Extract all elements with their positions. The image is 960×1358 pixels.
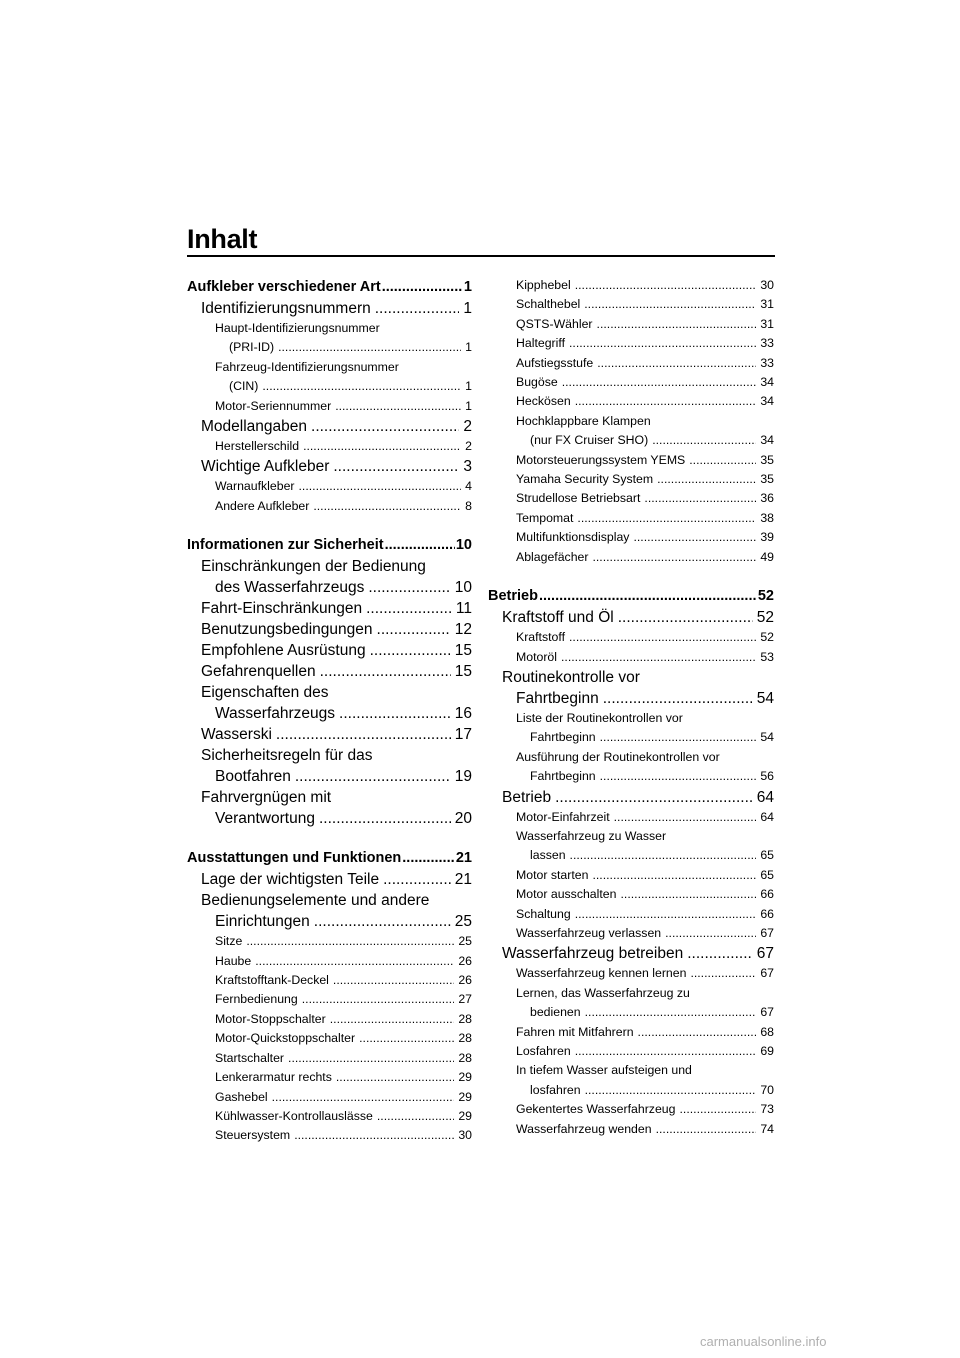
toc-entry-title: Einschränkungen der Bedienung (201, 558, 426, 576)
dot-leader (603, 688, 753, 709)
toc-page-number: 74 (760, 1121, 774, 1136)
toc-page-number: 52 (760, 630, 774, 645)
dot-leader (313, 497, 461, 516)
toc-page-number: 4 (465, 479, 472, 494)
toc-entry-title-continued: des Wasserfahrzeugs (215, 579, 365, 597)
toc-entry-title: Modellangaben (201, 418, 308, 436)
toc-page-number: 15 (454, 642, 472, 660)
toc-page-number: 30 (760, 278, 774, 292)
toc-entry-title: Schaltung (516, 906, 571, 921)
dot-leader (272, 1088, 455, 1107)
toc-entry-title: Kraftstofftank-Deckel (215, 973, 329, 988)
dot-leader (585, 1003, 757, 1022)
toc-entry[interactable] (187, 1010, 472, 1029)
toc-page-number: 65 (760, 867, 774, 882)
toc-page-number: 30 (458, 1128, 472, 1143)
toc-entry[interactable] (488, 1023, 774, 1042)
toc-entry[interactable] (488, 509, 774, 528)
toc-entry-title: Andere Aufkleber (215, 498, 310, 513)
toc-entry[interactable] (187, 1049, 472, 1068)
toc-entry[interactable] (187, 497, 472, 516)
toc-page-number: 27 (458, 992, 472, 1007)
toc-entry[interactable] (488, 489, 774, 508)
toc-entry[interactable] (187, 869, 472, 890)
toc-entry-title: Sitze (215, 934, 243, 949)
toc-entry-title: Bugöse (516, 375, 558, 390)
dot-leader (382, 276, 463, 298)
toc-entry[interactable] (187, 1126, 472, 1145)
toc-page-number: 73 (760, 1102, 774, 1117)
toc-page-number: 31 (760, 297, 774, 312)
toc-page-number: 26 (458, 953, 472, 968)
toc-page-number: 67 (760, 1005, 774, 1020)
toc-entry-title: Wasserfahrzeug betreiben (502, 945, 684, 963)
toc-page-number: 1 (463, 300, 472, 317)
toc-page-number: 2 (463, 418, 472, 436)
toc-entry[interactable] (187, 661, 472, 682)
toc-entry[interactable] (488, 667, 774, 709)
dot-leader (585, 1081, 757, 1100)
dot-leader (561, 648, 756, 667)
dot-leader (319, 808, 451, 829)
dot-leader (575, 905, 757, 924)
toc-entry-title: Lernen, das Wasserfahrzeug zu (516, 985, 690, 1000)
toc-page-number: 54 (760, 730, 774, 745)
dot-leader (569, 628, 756, 647)
toc-entry[interactable] (488, 373, 774, 392)
toc-entry-title: Lage der wichtigsten Teile (201, 871, 380, 889)
toc-entry[interactable] (488, 276, 774, 295)
toc-entry[interactable] (187, 890, 472, 932)
toc-entry[interactable] (187, 416, 472, 437)
dot-leader (299, 477, 462, 496)
toc-page-number: 15 (454, 663, 472, 681)
dot-leader (569, 334, 756, 353)
toc-entry-title: Motor-Einfahrzeit (516, 809, 610, 824)
toc-entry-title: Eigenschaften des (201, 684, 329, 702)
toc-entry-title: Startschalter (215, 1050, 285, 1065)
dot-leader (592, 866, 756, 885)
toc-entry[interactable] (187, 724, 472, 745)
dot-leader (246, 932, 454, 951)
toc-page-number: 29 (458, 1070, 472, 1085)
toc-entry-title: Motor starten (516, 867, 589, 882)
toc-entry[interactable] (187, 534, 472, 556)
toc-page-number: 11 (455, 600, 472, 618)
dot-leader (614, 808, 757, 827)
toc-entry[interactable] (488, 905, 774, 924)
dot-leader (303, 437, 461, 456)
toc-entry[interactable] (187, 682, 472, 724)
dot-leader (366, 598, 452, 619)
page-title: Inhalt (187, 224, 258, 254)
toc-entry[interactable] (488, 392, 774, 411)
dot-leader (644, 489, 756, 508)
dot-leader (335, 397, 461, 416)
toc-entry-title: Fahrvergnügen mit (201, 789, 332, 807)
toc-page-number: 35 (760, 472, 774, 487)
toc-entry-title-continued: Wasserfahrzeugs (215, 705, 336, 723)
toc-entry[interactable] (187, 971, 472, 990)
dot-leader (333, 456, 459, 477)
toc-entry-title: Gashebel (215, 1089, 268, 1104)
toc-page-number: 66 (760, 887, 774, 902)
toc-page-number: 52 (757, 588, 774, 605)
dot-leader (575, 276, 757, 295)
dot-leader (314, 911, 451, 932)
dot-leader (577, 509, 756, 528)
toc-entry[interactable] (187, 932, 472, 951)
toc-page-number: 1 (463, 279, 472, 295)
toc-entry[interactable] (488, 1061, 774, 1100)
toc-page-number: 35 (760, 452, 774, 467)
toc-page-number: 26 (458, 973, 472, 988)
dot-leader (330, 1010, 455, 1029)
toc-entry-title: Wichtige Aufkleber (201, 458, 330, 476)
toc-entry[interactable] (488, 648, 774, 667)
toc-entry[interactable] (488, 1100, 774, 1119)
toc-entry[interactable] (488, 334, 774, 353)
dot-leader (592, 548, 756, 567)
toc-entry-title: Wasserfahrzeug kennen lernen (516, 966, 687, 981)
toc-entry[interactable] (488, 1042, 774, 1061)
toc-entry-title: Kraftstoff (516, 630, 565, 645)
toc-entry[interactable] (187, 1068, 472, 1087)
toc-page-number: 34 (760, 433, 774, 448)
dot-leader (359, 1029, 454, 1048)
toc-entry-title: Routinekontrolle vor (502, 668, 640, 686)
toc-entry[interactable] (488, 866, 774, 885)
toc-entry[interactable] (187, 319, 472, 358)
dot-leader (276, 724, 451, 745)
toc-entry[interactable] (488, 748, 774, 787)
toc-entry[interactable] (187, 745, 472, 787)
toc-entry-title: Gekentertes Wasserfahrzeug (516, 1102, 676, 1117)
dot-leader (690, 964, 756, 983)
toc-entry[interactable] (187, 990, 472, 1009)
dot-leader (633, 528, 756, 547)
dot-leader (575, 392, 757, 411)
toc-entry-title-continued: Fahrtbeginn (530, 730, 596, 745)
toc-entry-title-continued: Einrichtungen (215, 913, 310, 931)
toc-entry[interactable] (187, 556, 472, 598)
toc-entry-title: Haube (215, 953, 252, 968)
toc-page-number: 20 (454, 810, 472, 828)
toc-entry-title-continued: Fahrtbeginn (516, 689, 599, 707)
toc-entry[interactable] (488, 451, 774, 470)
dot-leader (584, 295, 756, 314)
toc-entry-title: Tempomat (516, 510, 574, 525)
dot-leader (600, 728, 757, 747)
dot-leader (377, 619, 451, 640)
toc-entry[interactable] (488, 585, 774, 607)
toc-page-number: 52 (756, 609, 774, 627)
toc-page-number: 28 (458, 1031, 472, 1046)
toc-entry[interactable] (187, 952, 472, 971)
dot-leader (562, 373, 757, 392)
dot-leader (656, 1120, 757, 1139)
dot-leader (368, 577, 450, 598)
toc-entry-title: Warnaufkleber (215, 479, 295, 494)
toc-entry-title: Motorsteuerungssystem YEMS (516, 452, 686, 467)
toc-entry-title: Kraftstoff und Öl (502, 609, 614, 627)
toc-page-number: 2 (465, 439, 472, 454)
toc-entry-title: Wasserfahrzeug zu Wasser (516, 828, 667, 843)
dot-leader (302, 990, 455, 1009)
toc-entry-title: Gefahrenquellen (201, 663, 316, 681)
dot-leader (689, 451, 756, 470)
toc-entry[interactable] (187, 847, 472, 869)
dot-leader (375, 298, 460, 319)
dot-leader (278, 338, 461, 357)
toc-entry[interactable] (488, 924, 774, 943)
dot-leader (339, 703, 451, 724)
toc-page-number: 34 (760, 394, 774, 409)
toc-entry[interactable] (488, 808, 774, 827)
toc-page-number: 66 (760, 906, 774, 921)
toc-page-number: 31 (760, 316, 774, 331)
toc-page-number: 19 (454, 768, 472, 786)
dot-leader (288, 1049, 454, 1068)
toc-entry-title: Fahrzeug-Identifizierungsnummer (215, 359, 399, 374)
toc-page-number: 16 (454, 705, 472, 723)
toc-entry-title: Losfahren (516, 1044, 571, 1058)
toc-page-number: 33 (760, 355, 774, 370)
toc-entry-title: Haupt-Identifizierungsnummer (215, 321, 380, 335)
toc-entry-title: Motoröl (516, 649, 558, 664)
toc-entry-title: Motor-Quickstoppschalter (215, 1031, 356, 1046)
toc-page-number: 8 (465, 498, 472, 513)
toc-entry[interactable] (488, 354, 774, 373)
toc-entry-title: Fahren mit Mitfahrern (516, 1024, 634, 1039)
toc-entry-title: Motor-Seriennummer (215, 398, 332, 413)
toc-entry[interactable] (187, 397, 472, 416)
toc-entry[interactable] (187, 787, 472, 829)
toc-page-number: 67 (756, 945, 774, 963)
dot-leader (377, 1107, 454, 1126)
toc-entry[interactable] (488, 984, 774, 1023)
dot-leader (575, 1042, 757, 1061)
toc-entry-title-continued: (nur FX Cruiser SHO) (530, 433, 649, 448)
toc-entry[interactable] (488, 1120, 774, 1139)
toc-entry-title: Ausführung der Routinekontrollen vor (516, 749, 720, 764)
toc-entry[interactable] (488, 628, 774, 647)
toc-entry-title: Informationen zur Sicherheit (187, 537, 384, 554)
dot-leader (665, 924, 756, 943)
toc-page-number: 21 (454, 871, 472, 889)
toc-page-number: 67 (760, 966, 774, 981)
toc-page-number: 29 (458, 1108, 472, 1123)
toc-entry[interactable] (488, 943, 774, 964)
toc-entry-title: In tiefem Wasser aufsteigen und (516, 1063, 692, 1078)
toc-entry[interactable] (187, 1029, 472, 1048)
dot-leader (539, 585, 757, 607)
toc-entry[interactable] (488, 787, 774, 808)
dot-leader (262, 377, 461, 396)
toc-entry-title: Benutzungsbedingungen (201, 621, 373, 639)
toc-entry[interactable] (488, 709, 774, 748)
toc-entry[interactable] (187, 298, 472, 319)
toc-entry[interactable] (187, 598, 472, 619)
toc-entry-title: QSTS-Wähler (516, 316, 593, 331)
toc-entry[interactable] (187, 276, 472, 298)
toc-entry-title: Kühlwasser-Kontrollauslässe (215, 1108, 373, 1123)
dot-leader (402, 847, 455, 869)
toc-entry-title: Ausstattungen und Funktionen (187, 850, 402, 867)
toc-page-number: 68 (760, 1024, 774, 1039)
dot-leader (638, 1023, 757, 1042)
toc-page-number: 28 (458, 1050, 472, 1065)
toc-page-number: 25 (454, 913, 472, 931)
title-rule (187, 255, 775, 257)
toc-entry[interactable] (488, 295, 774, 314)
dot-leader (320, 661, 451, 682)
dot-leader (657, 470, 756, 489)
dot-leader (570, 846, 757, 865)
dot-leader (687, 943, 753, 964)
dot-leader (295, 766, 451, 787)
toc-entry-title: Hochklappbare Klampen (516, 413, 651, 428)
toc-page-number: 3 (463, 458, 472, 476)
toc-entry[interactable] (488, 470, 774, 489)
toc-entry-title: Fernbedienung (215, 992, 298, 1007)
toc-page-number: 1 (465, 340, 472, 355)
toc-entry-title: Wasserfahrzeug wenden (516, 1121, 652, 1136)
toc-entry[interactable] (187, 619, 472, 640)
toc-entry-title: Lenkerarmatur rechts (215, 1070, 332, 1085)
toc-entry-title: Sicherheitsregeln für das (201, 747, 373, 765)
toc-entry-title: Schalthebel (516, 297, 581, 312)
dot-leader (600, 767, 757, 786)
dot-leader (336, 1068, 454, 1087)
toc-entry-title: Herstellerschild (215, 439, 300, 454)
toc-entry[interactable] (488, 528, 774, 547)
toc-entry[interactable] (187, 1088, 472, 1107)
toc-entry-title: Wasserski (201, 726, 272, 744)
toc-entry-title-continued: Fahrtbeginn (530, 769, 596, 784)
toc-entry[interactable] (488, 964, 774, 983)
toc-page-number: 17 (454, 726, 472, 744)
dot-leader (679, 1100, 756, 1119)
toc-entry-title: Motor ausschalten (516, 887, 617, 902)
toc-entry-title-continued: (PRI-ID) (229, 340, 275, 355)
toc-entry-title: Wasserfahrzeug verlassen (516, 925, 662, 940)
toc-page-number: 53 (760, 649, 774, 664)
toc-page-number: 38 (760, 510, 774, 525)
toc-page-number: 65 (760, 848, 774, 863)
dot-leader (383, 869, 451, 890)
toc-entry-title-continued: lassen (530, 848, 566, 863)
toc-entry-title: Aufkleber verschiedener Art (187, 279, 381, 295)
toc-entry-title: Betrieb (488, 588, 538, 605)
toc-entry[interactable] (187, 358, 472, 397)
toc-page-number: 69 (760, 1044, 774, 1058)
toc-entry[interactable] (187, 477, 472, 496)
dot-leader (370, 640, 451, 661)
toc-entry[interactable] (488, 548, 774, 567)
toc-page-number: 1 (465, 398, 472, 413)
toc-entry-title: Motor-Stoppschalter (215, 1011, 326, 1026)
toc-page-number: 21 (455, 850, 472, 867)
toc-entry[interactable] (488, 315, 774, 334)
toc-entry-title: Haltegriff (516, 336, 565, 351)
toc-page-number: 12 (454, 621, 472, 639)
toc-entry-title: Kipphebel (516, 278, 571, 292)
dot-leader (652, 431, 756, 450)
toc-entry-title: Yamaha Security System (516, 472, 654, 487)
toc-page-number: 29 (458, 1089, 472, 1104)
toc-entry[interactable] (187, 640, 472, 661)
dot-leader (311, 416, 459, 437)
dot-leader (555, 787, 753, 808)
toc-page-number: 36 (760, 491, 774, 506)
dot-leader (255, 952, 454, 971)
toc-page-number: 64 (760, 809, 774, 824)
toc-entry-title: Bedienungselemente und andere (201, 892, 430, 910)
toc-page-number: 10 (455, 537, 472, 554)
toc-page-number: 25 (458, 934, 472, 949)
toc-entry[interactable] (488, 607, 774, 628)
toc-entry-title-continued: losfahren (530, 1082, 581, 1097)
toc-entry-title: Multifunktionsdisplay (516, 530, 630, 545)
toc-page-number: 70 (760, 1082, 774, 1097)
toc-page-number: 34 (760, 375, 774, 390)
toc-entry-title-continued: (CIN) (229, 379, 259, 394)
toc-entry-title-continued: bedienen (530, 1005, 581, 1020)
toc-page-number: 56 (760, 769, 774, 784)
dot-leader (620, 885, 756, 904)
toc-entry-title-continued: Bootfahren (215, 768, 291, 786)
dot-leader (333, 971, 454, 990)
dot-leader (294, 1126, 454, 1145)
dot-leader (385, 534, 455, 556)
toc-entry[interactable] (187, 456, 472, 477)
toc-page-number: 49 (760, 549, 774, 564)
toc-page-number: 39 (760, 530, 774, 545)
toc-entry-title: Identifizierungsnummern (201, 300, 371, 317)
toc-page-number: 67 (760, 925, 774, 940)
toc-entry[interactable] (488, 827, 774, 866)
toc-column-left (187, 276, 472, 1146)
toc-entry-title: Steuersystem (215, 1128, 291, 1143)
toc-page-number: 10 (454, 579, 472, 597)
toc-entry-title: Fahrt-Einschränkungen (201, 600, 363, 618)
toc-entry-title: Betrieb (502, 788, 552, 806)
dot-leader (597, 354, 756, 373)
toc-entry-title-continued: Verantwortung (215, 810, 315, 828)
watermark: carmanualsonline.info (700, 1334, 827, 1349)
toc-entry[interactable] (187, 1107, 472, 1126)
toc-entry-title: Ablagefächer (516, 549, 589, 564)
dot-leader (618, 607, 753, 628)
toc-column-right (488, 276, 774, 1139)
toc-entry-title: Strudellose Betriebsart (516, 491, 641, 506)
toc-page-number: 64 (756, 788, 774, 806)
toc-entry-title: Liste der Routinekontrollen vor (516, 710, 683, 725)
toc-entry[interactable] (488, 412, 774, 451)
dot-leader (597, 315, 757, 334)
toc-page-number: 1 (465, 379, 472, 394)
toc-entry[interactable] (187, 437, 472, 456)
toc-page-number: 33 (760, 336, 774, 351)
toc-entry-title: Empfohlene Ausrüstung (201, 642, 366, 660)
toc-page-number: 54 (756, 689, 774, 707)
toc-entry[interactable] (488, 885, 774, 904)
toc-page-number: 28 (458, 1011, 472, 1026)
toc-entry-title: Aufstiegsstufe (516, 355, 594, 370)
toc-entry-title: Heckösen (516, 394, 571, 409)
